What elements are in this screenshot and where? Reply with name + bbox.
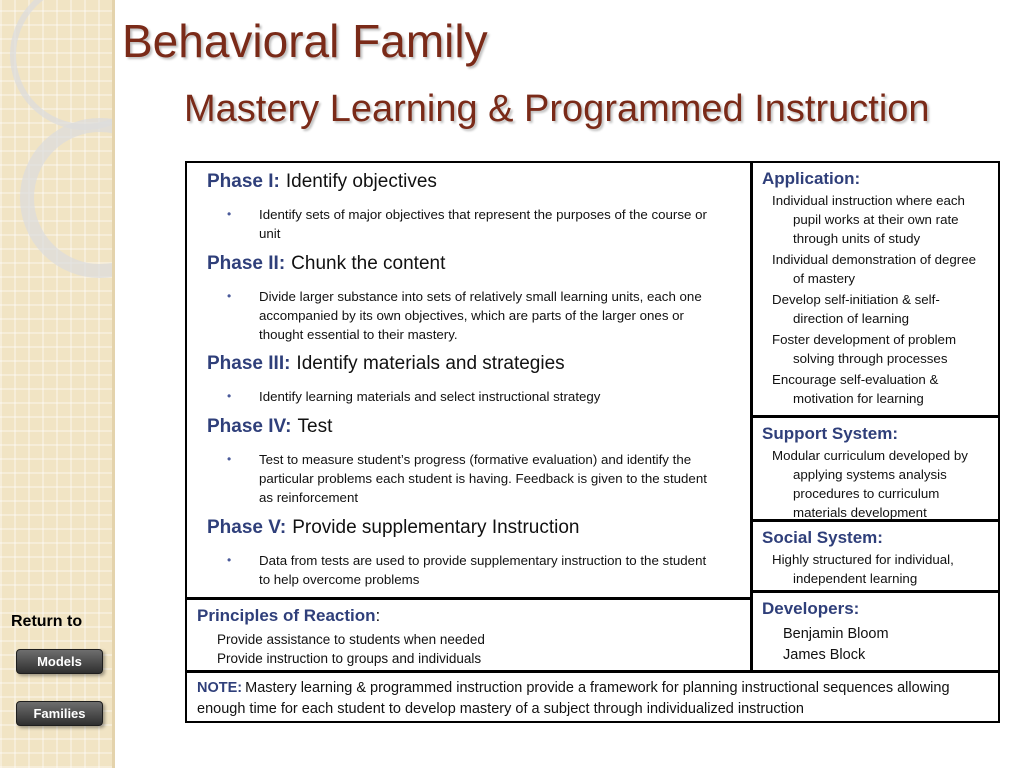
phase-5-heading: [207, 517, 579, 539]
developer-name: Benjamin Bloom: [783, 626, 889, 642]
bullet-icon: •: [227, 452, 232, 466]
phase-1-bullet-text: Identify sets of major objectives that represent the purposes of the course or unit: [259, 207, 707, 241]
application-panel: [751, 161, 1000, 417]
application-item: Encourage self-evaluation & motivation for learning: [772, 372, 939, 406]
phase-2-bullet-text: Divide larger substance into sets of relatively small learning units, each one accompanied by its own objectives, which are parts of the larger ones or thought essential to their mastery.: [259, 289, 702, 342]
phase-3-label: Phase III:: [207, 353, 291, 374]
principles-heading: [197, 606, 380, 626]
phase-5-bullet-text: Data from tests are used to provide supplementary instruction to the student to help overcome problems: [259, 553, 707, 587]
phase-2-text: Chunk the content: [291, 253, 446, 274]
bullet-icon: •: [227, 289, 232, 303]
phase-2-heading: [207, 253, 445, 275]
phases-panel: [185, 161, 752, 599]
phase-4-heading: [207, 416, 332, 438]
note-label: NOTE:: [197, 680, 243, 696]
phase-2-bullet: [227, 287, 719, 344]
bullet-icon: •: [227, 207, 232, 221]
developers-panel: [751, 591, 1000, 672]
social-system-item: Highly structured for individual, independent learning: [772, 552, 954, 586]
support-system-panel: [751, 416, 1000, 521]
developer-name: James Block: [783, 647, 866, 663]
social-system-panel: [751, 520, 1000, 592]
phase-3-heading: [207, 353, 565, 375]
bullet-icon: •: [227, 389, 232, 403]
principles-line: Provide assistance to students when needed: [217, 632, 485, 647]
note-panel: [185, 671, 1000, 723]
phase-5-bullet: [227, 551, 719, 589]
phase-1-bullet: [227, 205, 719, 243]
social-system-heading: Social System:: [762, 528, 883, 547]
phase-3-bullet: [227, 387, 719, 406]
application-item: Individual demonstration of degree of mastery: [772, 252, 977, 286]
principles-line: Provide instruction to groups and individuals: [217, 651, 482, 666]
application-item: Individual instruction where each pupil works at their own rate through units of study: [772, 193, 965, 246]
note-body: Mastery learning & programmed instruction provide a framework for planning instructional sequences allowing enough time for each student to develop mastery of a subject through individualized instruction: [197, 680, 950, 717]
decorative-circle: [20, 118, 114, 278]
page-title: Behavioral Family: [122, 15, 488, 67]
strip-divider: [112, 0, 115, 768]
note-text: [197, 678, 987, 720]
phase-1-heading: [207, 171, 437, 193]
support-system-heading: Support System:: [762, 424, 899, 443]
support-system-item: Modular curriculum developed by applying systems analysis procedures to curriculum materials development: [772, 448, 968, 520]
phase-5-label: Phase V:: [207, 517, 287, 538]
principles-heading-text: Principles of Reaction: [197, 606, 376, 625]
phase-2-label: Phase II:: [207, 253, 286, 274]
page-subtitle: Mastery Learning & Programmed Instruction: [184, 88, 930, 130]
developers-heading-text: Developers: [762, 599, 854, 618]
principles-panel: [185, 598, 752, 672]
phase-4-label: Phase IV:: [207, 416, 292, 437]
families-button[interactable]: Families: [16, 701, 103, 726]
models-button[interactable]: Models: [16, 649, 103, 674]
phase-1-text: Identify objectives: [285, 171, 437, 192]
developers-heading: [762, 599, 859, 619]
application-item: Develop self-initiation & self-direction of learning: [772, 292, 940, 326]
phase-4-bullet-text: Test to measure student’s progress (formative evaluation) and identify the particular problems each student is having. Feedback is given to the student as reinforcement: [259, 452, 707, 505]
phase-4-bullet: [227, 450, 719, 507]
phase-5-text: Provide supplementary Instruction: [292, 517, 580, 538]
phase-4-text: Test: [297, 416, 333, 437]
phase-3-text: Identify materials and strategies: [296, 353, 565, 374]
developers-heading-colon: :: [853, 599, 860, 618]
principles-heading-colon: :: [375, 606, 381, 625]
phase-3-bullet-text: Identify learning materials and select instructional strategy: [259, 389, 601, 404]
return-to-label: Return to: [11, 613, 83, 630]
bullet-icon: •: [227, 553, 232, 567]
application-heading: Application:: [762, 169, 861, 188]
phase-1-label: Phase I:: [207, 171, 280, 192]
decorative-circle: [10, 0, 114, 130]
application-item: Foster development of problem solving through processes: [772, 332, 957, 366]
